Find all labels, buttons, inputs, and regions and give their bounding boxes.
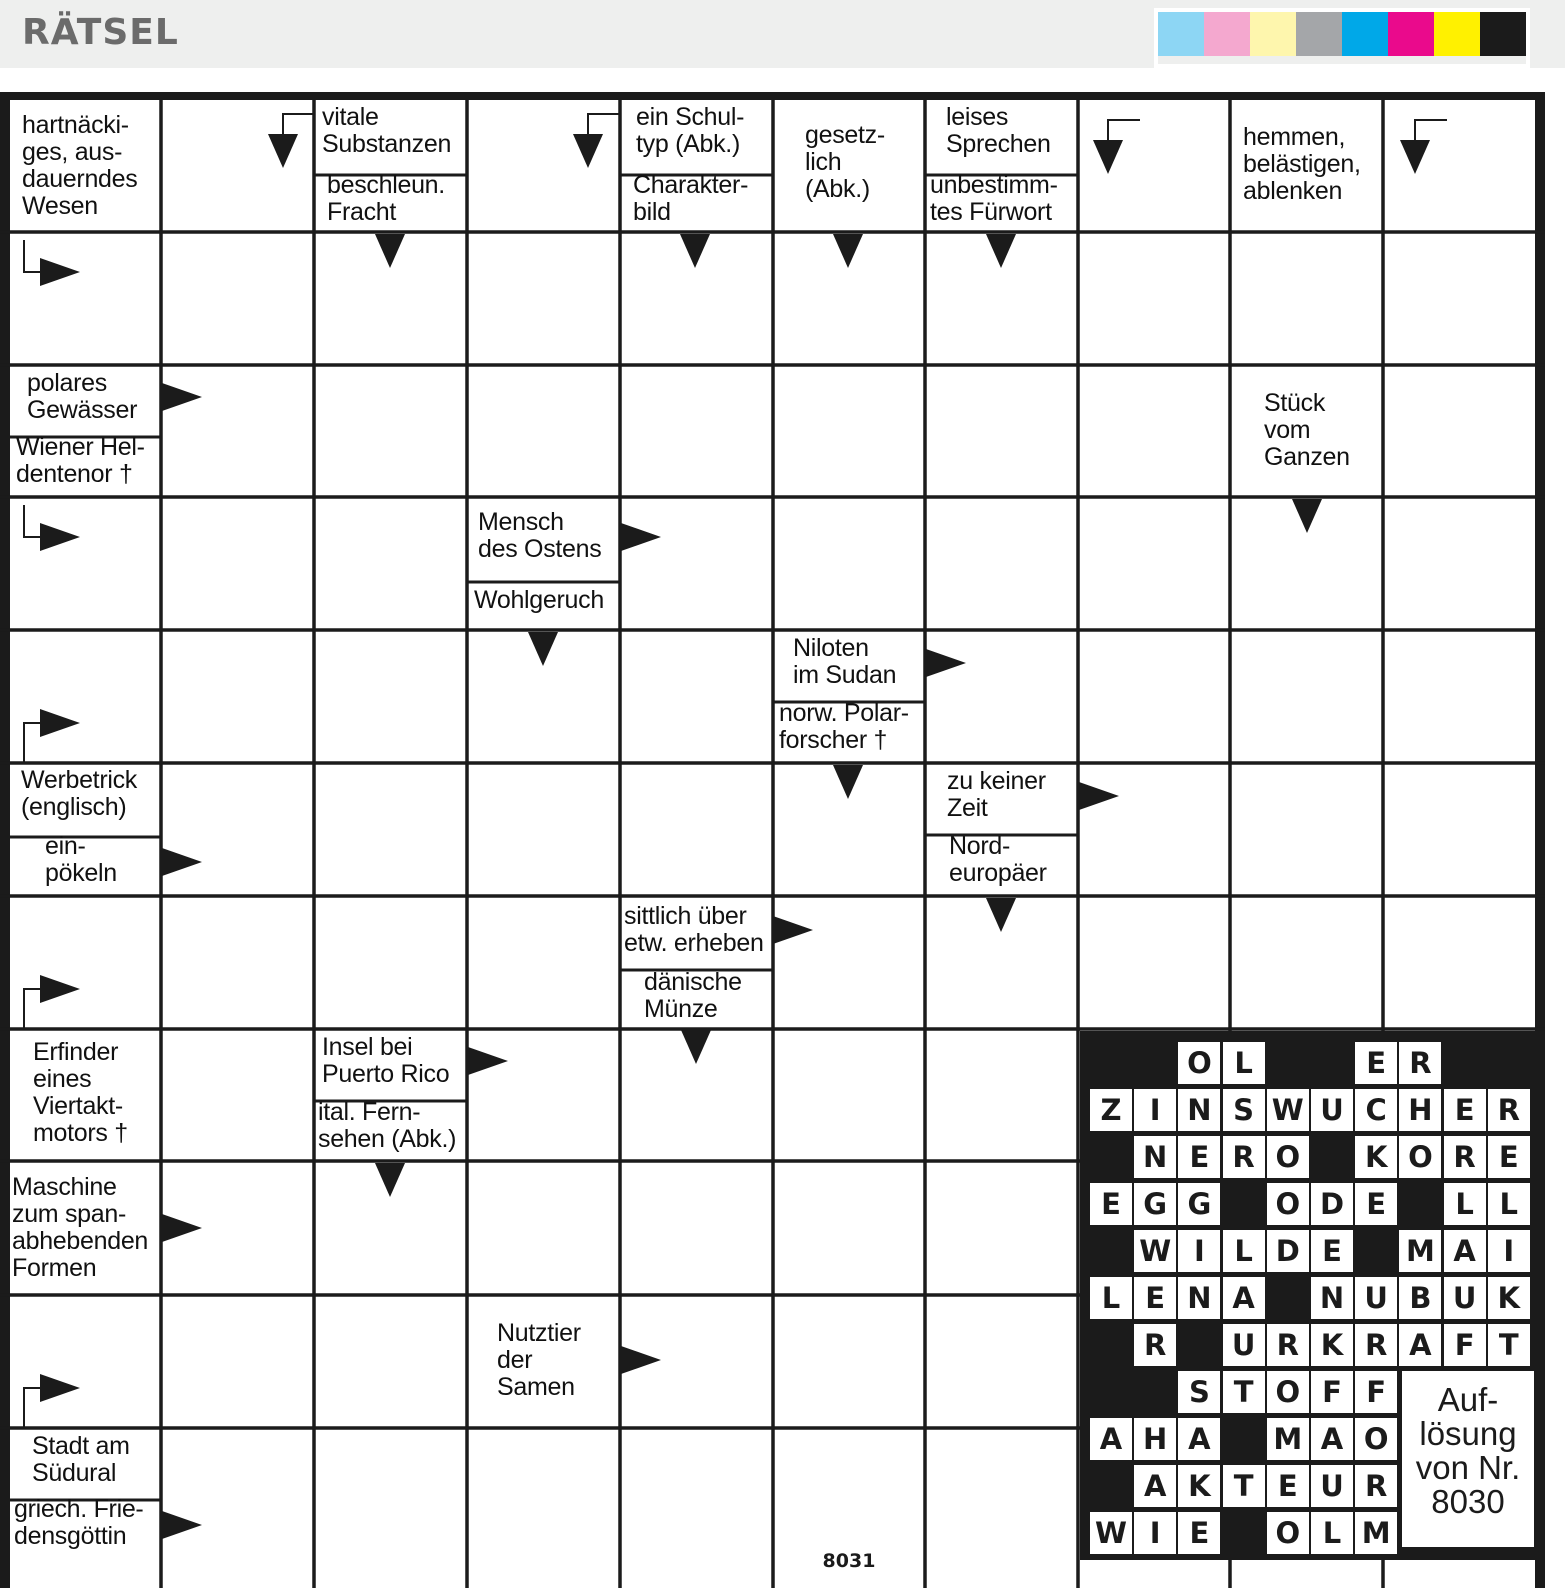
clue-r7-2b: ital. Fern- sehen (Abk.) — [318, 1098, 457, 1153]
color-swatch-7 — [1480, 12, 1526, 56]
section-title: RÄTSEL — [22, 12, 179, 53]
solution-box — [1080, 1031, 1545, 1560]
clue-r5-6b: Nord- europäer — [949, 832, 1047, 887]
solution-cell: O — [1178, 1042, 1220, 1084]
color-swatch-4 — [1342, 12, 1388, 56]
solution-cell: K — [1311, 1324, 1353, 1366]
color-swatch-0 — [1158, 12, 1204, 56]
arrow-right-icon — [40, 975, 80, 1003]
color-swatch-5 — [1388, 12, 1434, 56]
arrow-right-icon — [162, 1511, 202, 1539]
clue-r8-0: Maschine zum span- abhebenden Formen — [12, 1173, 149, 1282]
solution-cell: W — [1134, 1230, 1176, 1272]
arrow-down-icon — [268, 134, 298, 168]
arrow-down-icon — [528, 632, 558, 666]
solution-cell: L — [1223, 1230, 1265, 1272]
puzzle-number: 8031 — [812, 1546, 886, 1576]
solution-cell: E — [1444, 1089, 1486, 1131]
clue-r2-0b: Wiener Hel- dentenor † — [16, 433, 145, 488]
solution-cell: A — [1311, 1418, 1353, 1460]
arrow-right-icon — [162, 848, 202, 876]
solution-cell: R — [1444, 1136, 1486, 1178]
solution-cell: O — [1267, 1183, 1309, 1225]
solution-cell: I — [1134, 1089, 1176, 1131]
clue-r3-3a: Mensch des Ostens — [478, 508, 602, 563]
arrow-right-icon — [162, 1214, 202, 1242]
solution-cell: R — [1134, 1324, 1176, 1366]
solution-cell: A — [1090, 1418, 1132, 1460]
solution-cell: M — [1267, 1418, 1309, 1460]
arrow-right-icon — [773, 916, 813, 944]
arrow-bent-line — [588, 114, 620, 134]
clue-r0-5: gesetz- lich (Abk.) — [805, 121, 885, 203]
clue-r3-3b: Wohlgeruch — [474, 586, 604, 614]
arrow-bent-line — [24, 989, 42, 1029]
solution-cell: U — [1311, 1465, 1353, 1507]
clue-r10-0b: griech. Frie- densgöttin — [14, 1495, 144, 1550]
arrow-down-icon — [375, 234, 405, 268]
arrow-right-icon — [40, 709, 80, 737]
solution-cell: S — [1223, 1089, 1265, 1131]
clue-r4-5a: Niloten im Sudan — [793, 634, 897, 689]
solution-cell: E — [1311, 1230, 1353, 1272]
solution-cell: U — [1355, 1277, 1397, 1319]
solution-cell: B — [1399, 1277, 1441, 1319]
arrow-down-icon — [375, 1163, 405, 1197]
header-bar — [0, 0, 1565, 68]
solution-cell: R — [1355, 1324, 1397, 1366]
solution-cell: K — [1488, 1277, 1530, 1319]
arrow-right-icon — [40, 523, 80, 551]
solution-cell: F — [1355, 1371, 1397, 1413]
solution-cell: M — [1355, 1512, 1397, 1554]
arrow-bent-line — [24, 240, 42, 272]
solution-cell: E — [1134, 1277, 1176, 1319]
solution-cell: F — [1311, 1371, 1353, 1413]
solution-cell: O — [1267, 1136, 1309, 1178]
clue-r6-4a: sittlich über etw. erheben — [624, 902, 764, 957]
solution-cell: E — [1178, 1136, 1220, 1178]
arrow-down-icon — [1400, 140, 1430, 174]
solution-cell: R — [1267, 1324, 1309, 1366]
arrow-down-icon — [833, 765, 863, 799]
arrow-right-icon — [468, 1047, 508, 1075]
solution-cell: L — [1223, 1042, 1265, 1084]
solution-cell: Z — [1090, 1089, 1132, 1131]
solution-cell: T — [1223, 1465, 1265, 1507]
solution-cell: H — [1399, 1089, 1441, 1131]
color-swatch-1 — [1204, 12, 1250, 56]
solution-cell: L — [1488, 1183, 1530, 1225]
clue-r0-2a: vitale Substanzen — [322, 103, 452, 158]
clue-r0-4b: Charakter- bild — [633, 171, 749, 226]
arrow-right-icon — [40, 1374, 80, 1402]
solution-cell: I — [1178, 1230, 1220, 1272]
solution-cell: L — [1311, 1512, 1353, 1554]
solution-cell: U — [1444, 1277, 1486, 1319]
arrow-right-icon — [1079, 782, 1119, 810]
solution-cell: G — [1178, 1183, 1220, 1225]
solution-cell: T — [1488, 1324, 1530, 1366]
solution-cell: R — [1399, 1042, 1441, 1084]
solution-cell: G — [1134, 1183, 1176, 1225]
clue-r6-4b: dänische Münze — [644, 968, 742, 1023]
color-swatches — [1154, 8, 1530, 68]
solution-cell: O — [1399, 1136, 1441, 1178]
clue-r2-0a: polares Gewässer — [27, 369, 138, 424]
clue-r0-4a: ein Schul- typ (Abk.) — [636, 103, 745, 158]
arrow-bent-line — [24, 723, 42, 763]
arrow-right-icon — [162, 383, 202, 411]
clue-r0-0: hartnäcki- ges, aus- dauerndes Wesen — [22, 111, 138, 220]
solution-cell: U — [1311, 1089, 1353, 1131]
solution-cell: W — [1267, 1089, 1309, 1131]
solution-cell: U — [1223, 1324, 1265, 1366]
solution-cell: E — [1488, 1136, 1530, 1178]
arrow-down-icon — [1292, 499, 1322, 533]
solution-cell: A — [1134, 1465, 1176, 1507]
solution-cell: O — [1267, 1512, 1309, 1554]
solution-cell: O — [1267, 1371, 1309, 1413]
clue-r2-8: Stück vom Ganzen — [1264, 389, 1350, 471]
solution-cell: O — [1355, 1418, 1397, 1460]
color-swatch-6 — [1434, 12, 1480, 56]
clue-r4-5b: norw. Polar- forscher † — [779, 699, 909, 754]
solution-cell: A — [1178, 1418, 1220, 1460]
solution-cell: T — [1223, 1371, 1265, 1413]
arrow-right-icon — [621, 523, 661, 551]
solution-cell: M — [1399, 1230, 1441, 1272]
clue-r7-0: Erfinder eines Viertakt- motors † — [33, 1038, 128, 1147]
arrow-bent-line — [1415, 120, 1447, 140]
solution-cell: E — [1355, 1183, 1397, 1225]
clue-r0-8: hemmen, belästigen, ablenken — [1243, 123, 1361, 205]
color-swatch-2 — [1250, 12, 1296, 56]
arrow-bent-line — [1108, 120, 1140, 140]
clue-r0-6b: unbestimm- tes Fürwort — [930, 171, 1058, 226]
solution-cell: I — [1488, 1230, 1530, 1272]
clue-r7-2a: Insel bei Puerto Rico — [322, 1033, 450, 1088]
solution-cell: D — [1311, 1183, 1353, 1225]
arrow-down-icon — [680, 234, 710, 268]
arrow-right-icon — [926, 649, 966, 677]
solution-cell: L — [1090, 1277, 1132, 1319]
clue-r9-3: Nutztier der Samen — [497, 1319, 581, 1401]
arrow-down-icon — [986, 234, 1016, 268]
solution-cell: R — [1488, 1089, 1530, 1131]
solution-cell: A — [1444, 1230, 1486, 1272]
solution-cell: E — [1178, 1512, 1220, 1554]
clue-r5-0b: ein- pökeln — [45, 832, 117, 887]
solution-cell: S — [1178, 1371, 1220, 1413]
solution-cell: E — [1267, 1465, 1309, 1507]
color-swatch-3 — [1296, 12, 1342, 56]
arrow-bent-line — [283, 114, 315, 134]
arrow-down-icon — [681, 1030, 711, 1064]
arrow-down-icon — [573, 134, 603, 168]
solution-cell: F — [1444, 1324, 1486, 1366]
solution-cell: E — [1090, 1183, 1132, 1225]
solution-cell: N — [1134, 1136, 1176, 1178]
clue-r0-6a: leises Sprechen — [946, 103, 1051, 158]
clue-r10-0a: Stadt am Südural — [32, 1432, 130, 1487]
solution-cell: K — [1178, 1465, 1220, 1507]
clue-r5-6a: zu keiner Zeit — [947, 767, 1046, 822]
arrow-right-icon — [621, 1346, 661, 1374]
arrow-bent-line — [24, 1388, 42, 1428]
solution-cell: A — [1399, 1324, 1441, 1366]
arrow-down-icon — [833, 234, 863, 268]
solution-cell: N — [1311, 1277, 1353, 1319]
arrow-right-icon — [40, 258, 80, 286]
solution-cell: A — [1223, 1277, 1265, 1319]
solution-caption: Auf- lösung von Nr. 8030 — [1402, 1371, 1534, 1547]
clue-r5-0a: Werbetrick (englisch) — [21, 766, 138, 821]
solution-cell: E — [1355, 1042, 1397, 1084]
solution-cell: I — [1134, 1512, 1176, 1554]
solution-cell: D — [1267, 1230, 1309, 1272]
solution-cell: N — [1178, 1277, 1220, 1319]
solution-cell: R — [1355, 1465, 1397, 1507]
solution-cell: N — [1178, 1089, 1220, 1131]
arrow-bent-line — [24, 505, 42, 537]
arrow-down-icon — [986, 898, 1016, 932]
solution-cell: R — [1223, 1136, 1265, 1178]
solution-cell: C — [1355, 1089, 1397, 1131]
solution-cell: K — [1355, 1136, 1397, 1178]
arrow-down-icon — [1093, 140, 1123, 174]
solution-cell: L — [1444, 1183, 1486, 1225]
solution-cell: W — [1090, 1512, 1132, 1554]
clue-r0-2b: beschleun. Fracht — [327, 171, 445, 226]
solution-cell: H — [1134, 1418, 1176, 1460]
